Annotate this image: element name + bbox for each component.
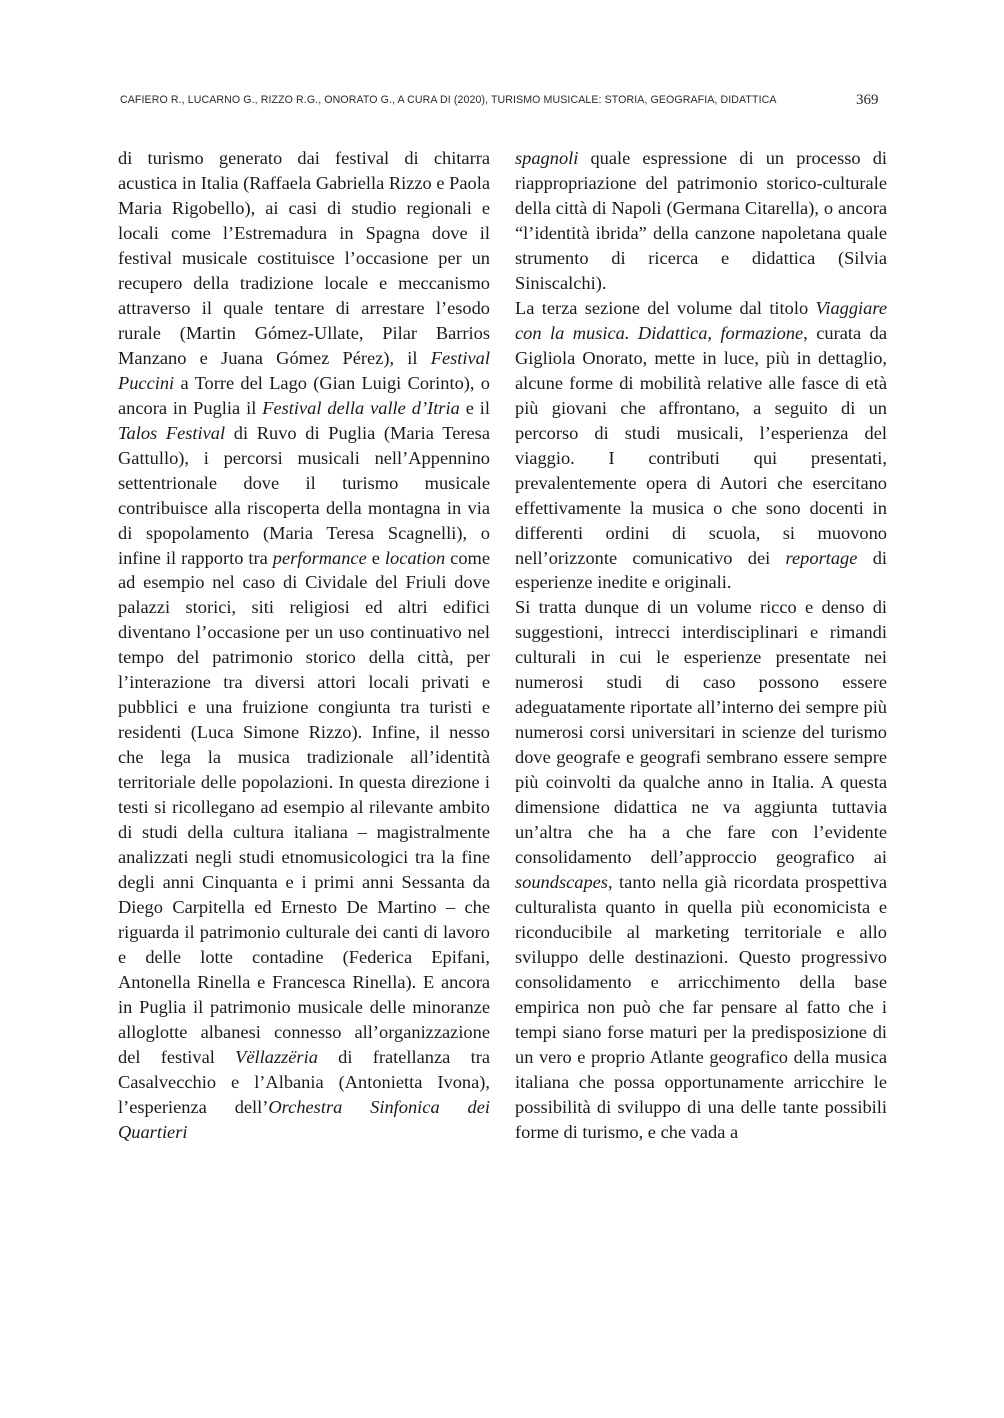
italic-text: spagnoli <box>515 148 579 168</box>
text-run: di turismo generato dai festival di chitarra acustica in Italia (Raffaela Gabriella Rizzo e Paola Maria Rigobello), ai casi di studio regionali e locali come l’Estremadura in Spagna dove il festival musicale costituisce l’occasione per un recupero della tradizione locale e meccanismo attraverso il quale tentare di arrestare l’esodo rurale (Martin Gómez-Ullate, Pilar Barrios Manzano e Juana Gómez Pérez), il <box>118 148 490 368</box>
paragraph <box>515 296 887 596</box>
page-number: 369 <box>856 92 879 108</box>
left-column <box>118 146 490 1145</box>
italic-text: soundscapes <box>515 872 608 893</box>
paragraph <box>118 146 490 1145</box>
italic-text: Orchestra Sinfonica dei Quartieri <box>118 1096 490 1142</box>
text-run: come ad esempio nel caso di Cividale del Friuli dove palazzi storici, siti religiosi ed altri edifici diventano l’occasione per un uso continuativo nel tempo del patrimonio storico della città, per l’interazione tra diversi attori locali privati e pubblici e una fruizione congiunta tra turisti e residenti (Luca Simone Rizzo). Infine, il nesso che lega la musica tradizionale all’identità territoriale delle popolazioni. In questa direzione i testi si ricollegano ad esempio al rilevante ambito di studi della cultura italiana – magistralmente analizzati negli studi etnomusicologici tra la fine degli anni Cinquanta e i primi anni Sessanta da Diego Carpitella ed Ernesto De Martino – che riguarda il patrimonio culturale dei canti di lavoro e delle lotte contadine (Federica Epifani, Antonella Rinella e Francesca Rinella). E ancora in Puglia il patrimonio musicale delle minoranze alloglotte albanesi connesso all’organizzazione del festival <box>118 547 490 1067</box>
text-run: di esperienze inedite e originali. <box>515 547 887 593</box>
text-run: di Ruvo di Puglia (Maria Teresa Gattullo), i percorsi musicali nell’Appennino settentrionale dove il turismo musicale contribuisce alla riscoperta della montagna in via di spopolamento (Maria Teresa Scagnelli), o infine il rapporto tra <box>118 422 490 568</box>
italic-text: Vëllazzëria <box>235 1046 318 1067</box>
running-head: CAFIERO R., LUCARNO G., RIZZO R.G., ONORATO G., A CURA DI (2020), TURISMO MUSICALE: STORIA, GEOGRAFIA, DIDATTICA <box>120 94 777 106</box>
text-run: a Torre del Lago (Gian Luigi Corinto), o ancora in Puglia il <box>118 372 490 418</box>
right-column <box>515 146 887 1145</box>
text-run: di fratellanza tra Casalvecchio e l’Albania (Antonietta Ivona), l’esperienza dell’ <box>118 1046 490 1117</box>
paragraph <box>515 146 887 296</box>
paragraph <box>515 595 887 1144</box>
text-run: , tanto nella già ricordata prospettiva culturalista quanto in quella più economicista e riconducibile al marketing territoriale e allo sviluppo delle destinazioni. Questo progressivo consolidamento e arricchimento della base empirica non può che far pensare al fatto che i tempi siano forse maturi per la predisposizione di un vero e proprio Atlante geografico della musica italiana che possa opportunamente arricchire le possibilità di sviluppo di una delle tante possibili forme di turismo, e che vada a <box>515 872 887 1142</box>
page-header <box>0 92 1004 112</box>
italic-text: Viaggiare con la musica. Didattica, formazione <box>515 297 887 343</box>
italic-text: Talos Festival <box>118 422 226 443</box>
text-run: , curata da Gigliola Onorato, mette in luce, più in dettaglio, alcune forme di mobilità relative alle fasce di età più giovani che affrontano, a seguito di un percorso di studi musicali, l’esperienza del viaggio. I contributi qui presentati, prevalentemente opera di Autori che esercitano effettivamente la musica o che sono docenti in differenti ordini di scuola, si muovono nell’orizzonte comunicativo dei <box>515 322 887 568</box>
text-run: Si tratta dunque di un volume ricco e denso di suggestioni, intrecci interdisciplinari e rimandi culturali in cui le esperienze presentate nei numerosi studi di caso possono essere adeguatamente riportate all’interno dei sempre più numerosi corsi universitari in scienze del turismo dove geografe e geografi sembrano essere sempre più coinvolti da qualche anno in Italia. A questa dimensione didattica ne va aggiunta tuttavia un’altra che ha a che fare con l’evidente consolidamento dell’approccio geografico ai <box>515 597 887 868</box>
italic-text: location <box>384 547 446 568</box>
italic-text: Festival della valle d’Itria <box>262 397 460 418</box>
text-run: e <box>366 547 385 568</box>
text-run: La terza sezione del volume dal titolo <box>515 297 816 318</box>
italic-text: Festival Puccini <box>118 347 490 393</box>
text-run: quale espressione di un processo di riappropriazione del patrimonio storico-culturale della città di Napoli (Germana Citarella), o ancora “l’identità ibrida” della canzone napoletana quale strumento di ricerca e didattica (Silvia Siniscalchi). <box>515 148 887 293</box>
italic-text: performance <box>272 547 367 568</box>
italic-text: reportage <box>785 547 858 568</box>
text-run: e il <box>459 397 491 418</box>
